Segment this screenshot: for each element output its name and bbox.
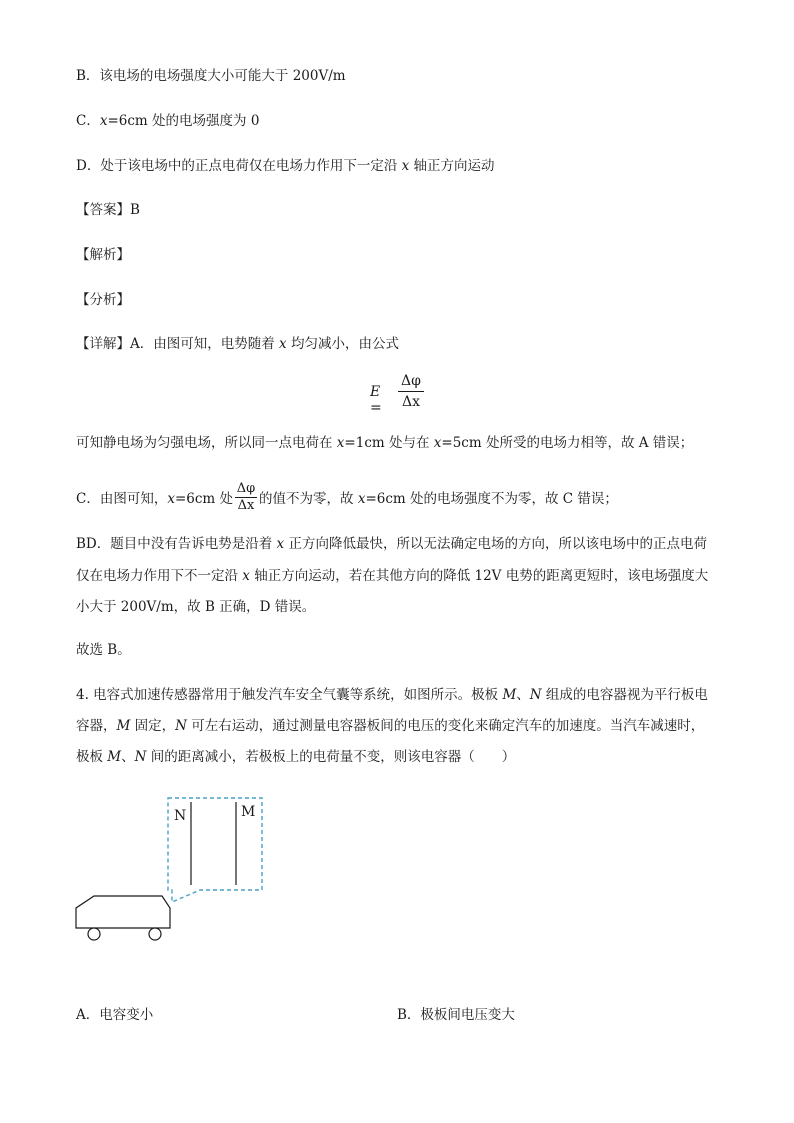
question-4-line-2: 容器，M 固定，N 可左右运动，通过测量电容器板间的电压的变化来确定汽车的加速度。当汽车减速时，	[76, 718, 705, 734]
answer: 【答案】B	[76, 202, 140, 218]
analysis-heading: 【解析】	[76, 247, 130, 263]
car	[76, 896, 170, 940]
explain-bd-1: BD．题目中没有告诉电势是沿着 x 正方向降低最快，所以无法确定电场的方向，所以该电场中的正点电荷	[76, 536, 707, 552]
rear-wheel	[88, 928, 100, 940]
option-d: D．处于该电场中的正点电荷仅在电场力作用下一定沿 x 轴正方向运动	[76, 158, 495, 174]
question-4-line-1: 4. 电容式加速传感器常用于触发汽车安全气囊等系统，如图所示。极板 M、N 组成的电容器视为平行板电	[76, 687, 708, 703]
option-b: B．该电场的电场强度大小可能大于 200V/m	[76, 68, 346, 84]
explain-bd-2: 仅在电场力作用下不一定沿 x 轴正方向运动，若在其他方向的降低 12V 电势的距离更短时，该电场强度大	[76, 568, 709, 584]
choice-b: B．极板间电压变大	[397, 1007, 515, 1023]
label-m: M	[241, 804, 256, 820]
label-n: N	[174, 808, 187, 824]
question-4-line-3: 极板 M、N 间的距离减小，若极板上的电荷量不变，则该电容器（ ）	[76, 749, 516, 765]
capacitor-car-figure	[70, 790, 280, 950]
explain-c: C．由图可知，x=6cm 处 $\frac{\Delta\varphi}{\Delta x}$ 的值不为零，故 x=6cm 处的电场强度不为零，故 C 错误；	[76, 481, 618, 513]
fenxi-heading: 【分析】	[76, 292, 130, 308]
explain-a: 可知静电场为匀强电场，所以同一点电荷在 x=1cm 处与在 x=5cm 处所受的电场力相等，故 A 错误；	[76, 435, 694, 451]
choice-a: A．电容变小	[76, 1007, 154, 1023]
explain-bd-3: 小大于 200V/m，故 B 正确，D 错误。	[76, 599, 316, 615]
option-c: C．x=6cm 处的电场强度为 0	[76, 113, 260, 129]
conclusion: 故选 B。	[76, 642, 131, 658]
front-wheel	[149, 928, 161, 940]
detail-line: 【详解】A．由图可知，电势随着 x 均匀减小，由公式	[76, 336, 399, 352]
